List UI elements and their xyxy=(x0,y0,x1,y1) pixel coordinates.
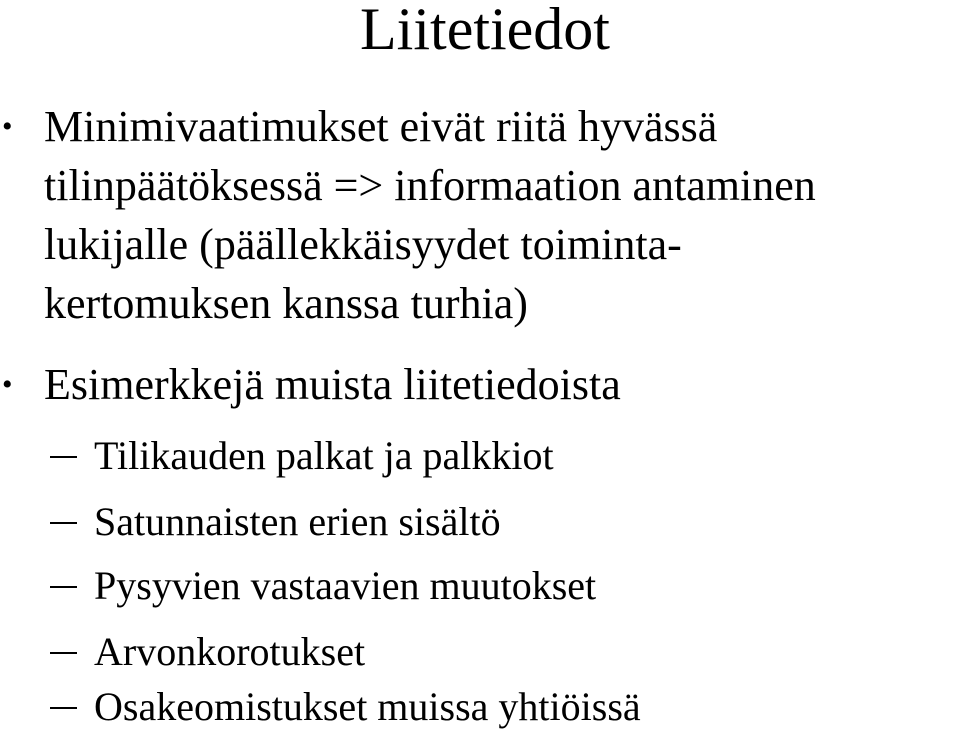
sub-bullet-item xyxy=(0,554,960,618)
sub-bullet-item xyxy=(0,675,960,739)
bullet-dot-icon: • xyxy=(2,110,13,143)
sub-bullet-item xyxy=(0,490,960,554)
dash-icon xyxy=(50,707,77,709)
dash-icon xyxy=(50,522,77,524)
dash-icon xyxy=(50,652,77,654)
bullet-text: Esimerkkejä muista liitetiedoista xyxy=(44,360,621,409)
slide-title: Liitetiedot xyxy=(360,0,610,62)
bullet-dot-icon: • xyxy=(2,368,13,401)
dash-icon xyxy=(50,456,77,458)
dash-icon xyxy=(50,586,77,588)
sub-bullet-text: Satunnaisten erien sisältö xyxy=(94,499,501,544)
bullet-text: Minimivaatimukset eivät riitä hyvässä tilinpäätöksessä => informaation antaminen lukijalle (päällekkäisyydet toiminta- kertomuksen kanssa turhia) xyxy=(44,102,816,328)
sub-bullet-text: Osakeomistukset muissa yhtiöissä xyxy=(94,684,641,729)
sub-bullet-text: Pysyvien vastaavien muutokset xyxy=(94,563,597,608)
sub-bullet-text: Arvonkorotukset xyxy=(94,629,366,674)
sub-bullet-item xyxy=(0,424,960,488)
sub-bullet-text: Tilikauden palkat ja palkkiot xyxy=(94,433,554,478)
